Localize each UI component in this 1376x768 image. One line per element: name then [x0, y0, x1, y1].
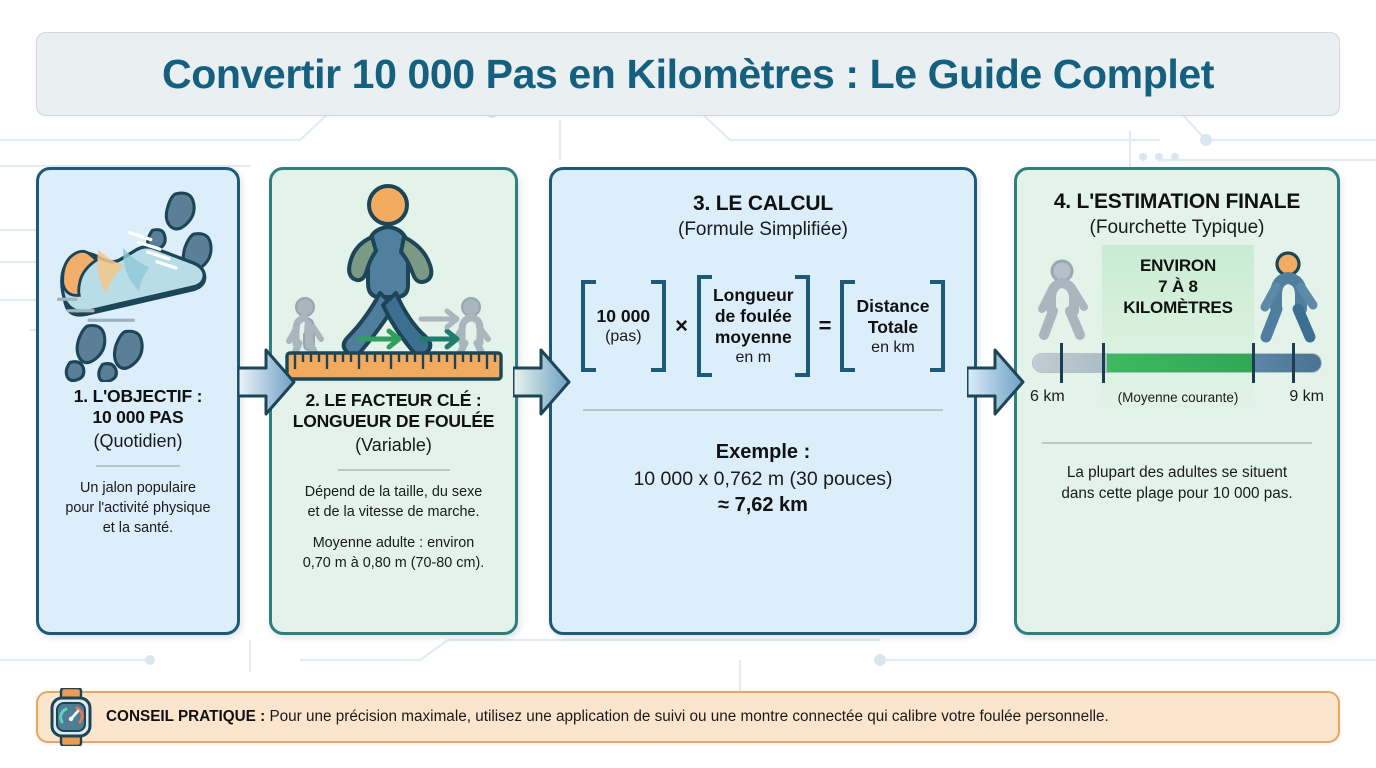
formula-stride-line3: moyenne [714, 327, 792, 347]
example-label: Exemple : [715, 441, 811, 464]
flow-arrow-1-to-2 [238, 344, 296, 420]
gauge-max-label: 9 km [1289, 388, 1324, 405]
range-line2: 7 À 8 [1158, 277, 1198, 297]
gauge-tick-mid-high [1252, 343, 1255, 383]
panel-4-subtitle: (Fourchette Typique) [1089, 217, 1265, 238]
panel-1-body-line1: Un jalon populaire [79, 480, 196, 497]
gauge-segment-high [1255, 354, 1321, 372]
example-block [633, 441, 892, 517]
panel-2-body2-line2: 0,70 m à 0,80 m (70-80 cm). [302, 554, 485, 571]
panel-1-title [74, 386, 203, 429]
panel-3-subtitle: (Formule Simplifiée) [678, 219, 848, 240]
formula-distance-line2: Totale [867, 316, 919, 337]
panel-calculation [549, 167, 977, 635]
formula-term-stride [697, 275, 810, 377]
panel-1-body-line3: et la santé. [102, 519, 174, 536]
panel-2-body-1 [305, 483, 483, 523]
panel-1-subtitle: (Quotidien) [93, 430, 183, 451]
gauge-segment-low [1033, 354, 1107, 372]
flow-arrow-3-to-4 [967, 344, 1025, 420]
panel-1-title-line1: 1. L'OBJECTIF : [73, 386, 203, 406]
walking-person-ruler-illustration [282, 178, 505, 390]
example-result: ≈ 7,62 km [718, 494, 808, 517]
flow-arrow-2-to-3 [513, 344, 571, 420]
panel-2-title [293, 390, 495, 433]
panel-objective [36, 167, 240, 635]
panel-2-subtitle: (Variable) [355, 434, 432, 455]
panel-1-body [65, 479, 210, 539]
panel-1-divider [96, 465, 180, 467]
distance-range-gauge [1024, 245, 1330, 420]
tip-text [106, 708, 1109, 726]
gauge-bar [1032, 353, 1322, 373]
panel-3-title: 3. LE CALCUL [693, 192, 833, 215]
formula-term-distance [840, 280, 945, 372]
formula-steps-value: 10 000 [596, 306, 651, 326]
gauge-segment-mid [1107, 354, 1255, 372]
formula-term-steps [581, 280, 667, 372]
panel-stride-length [269, 167, 518, 635]
panel-4-body [1061, 462, 1292, 504]
panel-4-title: 4. L'ESTIMATION FINALE [1053, 190, 1301, 213]
tip-banner [36, 691, 1340, 743]
panel-final-estimation [1014, 167, 1340, 635]
example-line: 10 000 x 0,762 m (30 pouces) [633, 468, 893, 491]
panel-4-body-line1: La plupart des adultes se situent [1066, 464, 1288, 481]
panel-1-title-line2: 10 000 PAS [92, 407, 184, 428]
formula-stride-line2: de foulée [714, 306, 792, 326]
formula-row [581, 275, 946, 377]
gauge-tick-min [1060, 343, 1063, 383]
panel-4-body-line2: dans cette plage pour 10 000 pas. [1061, 485, 1293, 503]
formula-steps-unit: (pas) [605, 328, 642, 345]
formula-multiply-operator: × [675, 313, 688, 339]
formula-distance-line1: Distance [856, 295, 930, 316]
range-line1: ENVIRON [1139, 256, 1217, 275]
panel-2-body2-line1: Moyenne adulte : environ [312, 534, 475, 551]
tip-label: CONSEIL PRATIQUE : [106, 708, 266, 725]
panel-2-divider [338, 469, 450, 471]
panel-3-divider [583, 409, 943, 411]
panel-2-title-line2: LONGUEUR DE FOULÉE [292, 411, 495, 432]
range-label [1102, 255, 1254, 318]
gauge-tick-mid-low [1102, 343, 1105, 383]
range-line3: KILOMÈTRES [1123, 298, 1233, 318]
panel-2-title-line1: 2. LE FACTEUR CLÉ : [305, 390, 482, 410]
panel-2-body-2 [303, 534, 485, 574]
formula-stride-unit: en m [735, 349, 772, 366]
formula-distance-unit: en km [871, 338, 915, 356]
gauge-tick-max [1292, 343, 1295, 383]
panel-2-body1-line2: et de la vitesse de marche. [307, 504, 480, 521]
panel-4-divider [1042, 442, 1312, 444]
gauge-mid-label: (Moyenne courante) [1117, 390, 1239, 405]
smartwatch-icon [48, 688, 94, 746]
tip-body: Pour une précision maximale, utilisez une application de suivi ou une montre connectée qui calibre votre foulée personnelle. [265, 708, 1109, 725]
small-walker-icon-left [1038, 259, 1094, 345]
panel-2-body1-line1: Dépend de la taille, du sexe [304, 484, 483, 501]
formula-equals-operator: = [818, 313, 832, 339]
formula-stride-line1: Longueur [712, 285, 794, 305]
page-title: Convertir 10 000 Pas en Kilomètres : Le Guide Complet [162, 50, 1214, 97]
panel-1-body-line2: pour l'activité physique [65, 500, 211, 517]
gauge-min-label: 6 km [1030, 388, 1065, 405]
walker-icon-right [1258, 251, 1320, 347]
running-shoe-footprints-illustration [49, 178, 227, 386]
page-title-bar [36, 32, 1340, 116]
